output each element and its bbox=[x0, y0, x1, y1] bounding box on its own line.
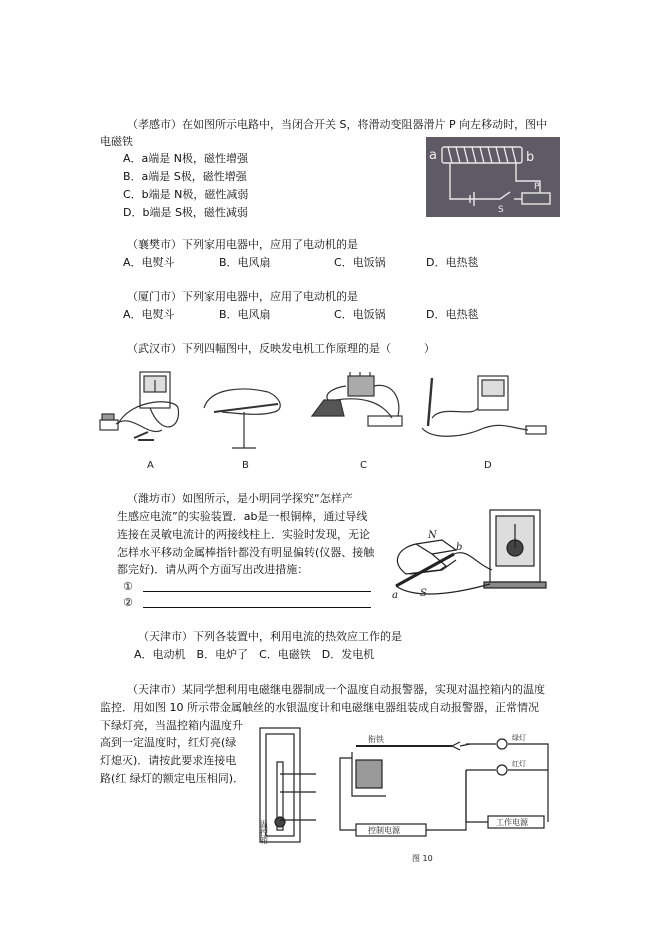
q2-option-d: D．电热毯 bbox=[426, 256, 479, 269]
q1-label-s: S bbox=[498, 205, 504, 215]
q5-label-a: a bbox=[392, 590, 398, 600]
q3-option-a: A．电熨斗 bbox=[123, 308, 175, 321]
q5-line-4: 怎样水平移动金属棒指针都没有明显偏转(仪器、接触 bbox=[117, 546, 375, 559]
q5-label-n: N bbox=[428, 530, 437, 541]
q2-option-b: B．电风扇 bbox=[219, 256, 271, 269]
q2-stem: （襄樊市）下列家用电器中，应用了电动机的是 bbox=[127, 238, 358, 251]
q7-label-armature: 衔铁 bbox=[368, 735, 384, 744]
q1-label-b: b bbox=[526, 150, 535, 165]
q4-label-c: C bbox=[360, 460, 367, 471]
q1-label-a: a bbox=[429, 148, 437, 163]
q7-line-6: 路(红 绿灯的额定电压相同)． bbox=[100, 772, 245, 785]
q4-label-a: A bbox=[147, 460, 154, 471]
q5-answer-line-2[interactable] bbox=[143, 607, 371, 608]
q5-line-3: 连接在灵敏电流计的两接线柱上．实验时发现，无论 bbox=[117, 528, 370, 541]
q5-apparatus-figure bbox=[380, 504, 556, 600]
q6-stem: （天津市）下列各装置中，利用电流的热效应工作的是 bbox=[138, 630, 402, 643]
q2-option-a: A．电熨斗 bbox=[123, 256, 175, 269]
q3-option-c: C．电饭锅 bbox=[334, 308, 386, 321]
q4-label-b: B bbox=[242, 460, 249, 471]
q7-line-2: 监控．用如图 10 所示带金属触丝的水银温度计和电磁继电器组装成自动报警器，正常情况 bbox=[100, 701, 539, 714]
q7-caption: 图 10 bbox=[412, 854, 433, 863]
q1-label-p: P bbox=[534, 182, 540, 192]
q7-label-box: 温控箱 bbox=[259, 820, 269, 844]
q5-line-2: 生感应电流”的实验装置．ab是一根铜棒，通过导线 bbox=[117, 510, 368, 523]
q1-option-b: B．a端是 S极，磁性增强 bbox=[123, 170, 247, 183]
q5-line-5: 都完好)．请从两个方面写出改进措施： bbox=[117, 563, 309, 576]
q5-blank-1-marker: ① bbox=[123, 580, 133, 593]
q1-option-d: D．b端是 S极，磁性减弱 bbox=[123, 206, 248, 219]
q5-label-b: b bbox=[456, 542, 463, 553]
q7-label-work: 工作电源 bbox=[496, 818, 528, 827]
q5-answer-line-1[interactable] bbox=[143, 591, 371, 592]
q7-label-red: 红灯 bbox=[512, 760, 526, 768]
q5-line-1: （潍坊市）如图所示，是小明同学探究“怎样产 bbox=[127, 492, 353, 505]
q6-options: A．电动机 B．电炉了 C．电磁铁 D．发电机 bbox=[134, 648, 375, 661]
q3-option-b: B．电风扇 bbox=[219, 308, 271, 321]
q7-label-green: 绿灯 bbox=[512, 734, 526, 742]
q2-option-c: C．电饭锅 bbox=[334, 256, 386, 269]
q7-line-5: 灯熄灭)．请按此要求连接电 bbox=[100, 754, 237, 767]
q4-label-d: D bbox=[484, 460, 492, 471]
q7-line-3: 下绿灯亮，当温控箱内温度升 bbox=[100, 719, 243, 732]
q7-alarm-figure bbox=[256, 722, 556, 866]
q5-label-s: S bbox=[420, 588, 427, 599]
q4-stem: （武汉市）下列四幅图中，反映发电机工作原理的是（ ） bbox=[127, 342, 435, 355]
q3-stem: （厦门市）下列家用电器中，应用了电动机的是 bbox=[127, 290, 358, 303]
q5-blank-2-marker: ② bbox=[123, 596, 133, 609]
q7-line-4: 高到一定温度时，红灯亮(绿 bbox=[100, 736, 237, 749]
q3-option-d: D．电热毯 bbox=[426, 308, 479, 321]
q1-stem-line2: 电磁铁 bbox=[100, 135, 133, 148]
q1-circuit-figure bbox=[426, 137, 560, 217]
q1-stem-line1: （孝感市）在如图所示电路中，当闭合开关 S，将滑动变阻器滑片 P 向左移动时，图中 bbox=[127, 118, 548, 131]
q4-figures bbox=[92, 368, 550, 472]
q7-label-control: 控制电源 bbox=[368, 826, 400, 835]
q7-line-1: （天津市）某同学想利用电磁继电器制成一个温度自动报警器，实现对温控箱内的温度 bbox=[127, 683, 545, 696]
q1-option-c: C．b端是 N极，磁性减弱 bbox=[123, 188, 249, 201]
q1-option-a: A．a端是 N极，磁性增强 bbox=[123, 152, 248, 165]
